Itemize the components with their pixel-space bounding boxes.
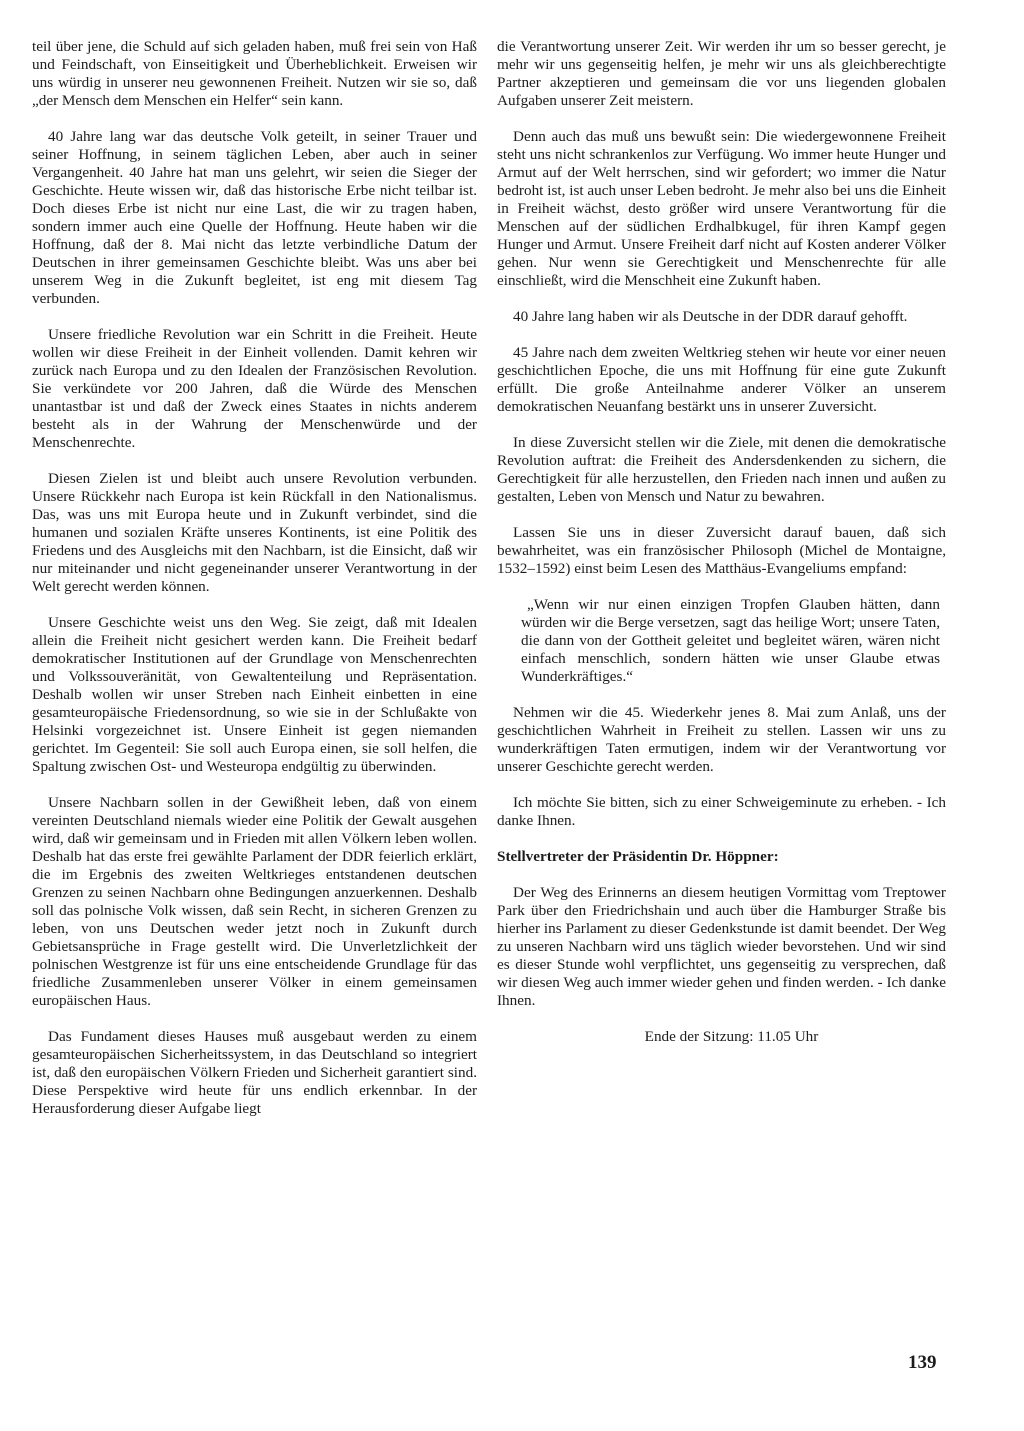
paragraph: In diese Zuversicht stellen wir die Ziele, mit denen die demokratische Revolution auftrat: die Freiheit des Andersdenkenden zu sichern, die Gerechtigkeit für alle herzustellen, den Frieden nach innen und außen zu gestalten, Leben von Mensch und Natur zu bewahren. xyxy=(497,434,946,505)
paragraph: Unsere Nachbarn sollen in der Gewißheit leben, daß von einem vereinten Deutschland niemals wieder eine Politik der Gewalt ausgehen wird, daß wir gemeinsam und in Frieden mit allen Völkern leben wollen. Deshalb hat das erste frei gewählte Parlament der DDR feierlich erklärt, die im Ergebnis des zweiten Weltkrieges entstandenen deutschen Grenzen zu seinen Nachbarn ohne Bedingungen anzuerkennen. Deshalb soll das polnische Volk wissen, daß sein Recht, in sicheren Grenzen zu leben, von uns Deutschen weder jetzt noch in Zukunft durch Gebietsansprüche in Frage gestellt wird. Die Unverletzlichkeit der polnischen Westgrenze ist für uns eine entscheidende Grundlage für das friedliche Zusammenleben unserer Völker in einem gemeinsamen europäischen Haus. xyxy=(32,794,477,1009)
speaker-heading: Stellvertreter der Präsidentin Dr. Höppner: xyxy=(497,848,779,865)
paragraph: Ich möchte Sie bitten, sich zu einer Schweigeminute zu erheben. - Ich danke Ihnen. xyxy=(497,794,946,829)
paragraph: Lassen Sie uns in dieser Zuversicht darauf bauen, daß sich bewahrheitet, was ein französischer Philosoph (Michel de Montaigne, 1532–1592) einst beim Lesen des Matthäus-Evangeliums empfand: xyxy=(497,524,946,577)
right-column xyxy=(497,38,946,1046)
paragraph: 45 Jahre nach dem zweiten Weltkrieg stehen wir heute vor einer neuen geschichtlichen Epoche, die uns mit Hoffnung für eine gute Zukunft erfüllt. Die große Anteilnahme anderer Völker an unserem demokratischen Neuanfang bestärkt uns in unserer Zuversicht. xyxy=(497,344,946,415)
paragraph: Das Fundament dieses Hauses muß ausgebaut werden zu einem gesamteuropäischen Sicherheitssystem, in das Deutschland so integriert ist, daß den europäischen Völkern Frieden und Sicherheit garantiert sind. Diese Perspektive wird heute für uns endlich erkennbar. In der Herausforderung dieser Aufgabe liegt xyxy=(32,1028,477,1117)
paragraph: Unsere Geschichte weist uns den Weg. Sie zeigt, daß mit Idealen allein die Freiheit nicht gesichert werden kann. Die Freiheit bedarf demokratischer Institutionen auf der Grundlage von Menschenrechten und Volkssouveränität, von Gewaltenteilung und Repräsentation. Deshalb wollen wir unser Streben nach Einheit einbetten in eine gesamteuropäische Friedensordnung, so wie sie in der Schlußakte von Helsinki vorgezeichnet ist. Unsere Einheit ist gegen niemanden gerichtet. Im Gegenteil: Sie soll auch Europa einen, sie soll helfen, die Spaltung zwischen Ost- und Westeuropa endgültig zu überwinden. xyxy=(32,614,477,775)
paragraph: 40 Jahre lang haben wir als Deutsche in der DDR darauf gehofft. xyxy=(513,308,908,325)
paragraph: Diesen Zielen ist und bleibt auch unsere Revolution verbunden. Unsere Rückkehr nach Europa ist kein Rückfall in den Nationalismus. Das, was uns mit Europa heute und in Zukunft verbindet, sind die humanen und sozialen Kräfte unseres Kontinents, ist eine Politik des Friedens und des Ausgleichs mit den Nachbarn, ist die Einsicht, daß wir nur miteinander und nicht gegeneinander unserer Verantwortung in der Welt gerecht werden können. xyxy=(32,470,477,595)
paragraph: Denn auch das muß uns bewußt sein: Die wiedergewonnene Freiheit steht uns nicht schrankenlos zur Verfügung. Wo immer heute Hunger und Armut auf der Welt herrschen, sind wir gefordert; wo immer die Natur bedroht ist, ist auch unser Leben bedroht. Je mehr also bei uns die Einheit in Freiheit wächst, desto größer wird unsere Verantwortung für die Menschen auf der südlichen Erdhalbkugel, für ihren Kampf gegen Hunger und Armut. Unsere Freiheit darf nicht auf Kosten anderer Völker gehen. Nur wenn sie Gerechtigkeit und Menschenrechte für alle einschließt, wird die Menschheit eine Zukunft haben. xyxy=(497,128,946,289)
paragraph: Unsere friedliche Revolution war ein Schritt in die Freiheit. Heute wollen wir diese Freiheit in der Einheit vollenden. Damit kehren wir zurück nach Europa und zu den Idealen der Französischen Revolution. Sie verkündete vor 200 Jahren, daß die Würde des Menschen unantastbar ist und daß der Zweck eines Staates in nichts anderem besteht als in der Wahrung der Menschenwürde und der Menschenrechte. xyxy=(32,326,477,451)
session-end-note: Ende der Sitzung: 11.05 Uhr xyxy=(644,1028,819,1045)
left-column xyxy=(32,38,477,1136)
page-number: 139 xyxy=(908,1352,937,1373)
paragraph: 40 Jahre lang war das deutsche Volk geteilt, in seiner Trauer und seiner Hoffnung, in seinem täglichen Leben, aber auch in seiner Vergangenheit. 40 Jahre hat man uns gelehrt, wir seien die Sieger der Geschichte. Heute wissen wir, daß das historische Erbe nicht teilbar ist. Doch dieses Erbe ist nicht nur eine Last, die wir zu tragen haben, sondern immer auch eine Quelle der Hoffnung. Heute haben wir die Hoffnung, daß der 8. Mai nicht das letzte verbindliche Datum der Deutschen in ihrer gemeinsamen Geschichte bleibt. Was uns aber bei unserem Weg in die Zukunft begleitet, ist eng mit diesem Tag verbunden. xyxy=(32,128,477,307)
block-quote: „Wenn wir nur einen einzigen Tropfen Glauben hätten, dann würden wir die Berge versetzen, sagt das heilige Wort; unsere Taten, die dann von der Gottheit geleitet und begleitet wären, wären nicht einfach menschlich, sondern hätten wie unser Glaube etwas Wunderkräftiges.“ xyxy=(521,596,940,685)
paragraph: teil über jene, die Schuld auf sich geladen haben, muß frei sein von Haß und Feindschaft, von Einseitigkeit und Überheblichkeit. Erweisen wir uns würdig in unserer neu gewonnenen Freiheit. Nutzen wir sie so, daß „der Mensch dem Menschen ein Helfer“ sein kann. xyxy=(32,38,477,109)
paragraph: Der Weg des Erinnerns an diesem heutigen Vormittag vom Treptower Park über den Friedrichshain und auch über die Hamburger Straße bis hierher ins Parlament zu dieser Gedenkstunde ist damit beendet. Der Weg zu unseren Nachbarn wird uns täglich wieder bevorstehen. Und wir sind es dieser Stunde wohl verpflichtet, uns gegenseitig zu versprechen, daß wir diesen Weg auch immer wieder gehen und finden werden. - Ich danke Ihnen. xyxy=(497,884,946,1009)
paragraph: die Verantwortung unserer Zeit. Wir werden ihr um so besser gerecht, je mehr wir uns gegenseitig helfen, je mehr wir uns als gleichberechtigte Partner akzeptieren und gemeinsam die vor uns liegenden globalen Aufgaben unserer Zeit meistern. xyxy=(497,38,946,109)
paragraph: Nehmen wir die 45. Wiederkehr jenes 8. Mai zum Anlaß, uns der geschichtlichen Wahrheit in Freiheit zu stellen. Lassen wir uns zu wunderkräftigen Taten ermutigen, indem wir der Verantwortung vor unserer Geschichte gerecht werden. xyxy=(497,704,946,775)
